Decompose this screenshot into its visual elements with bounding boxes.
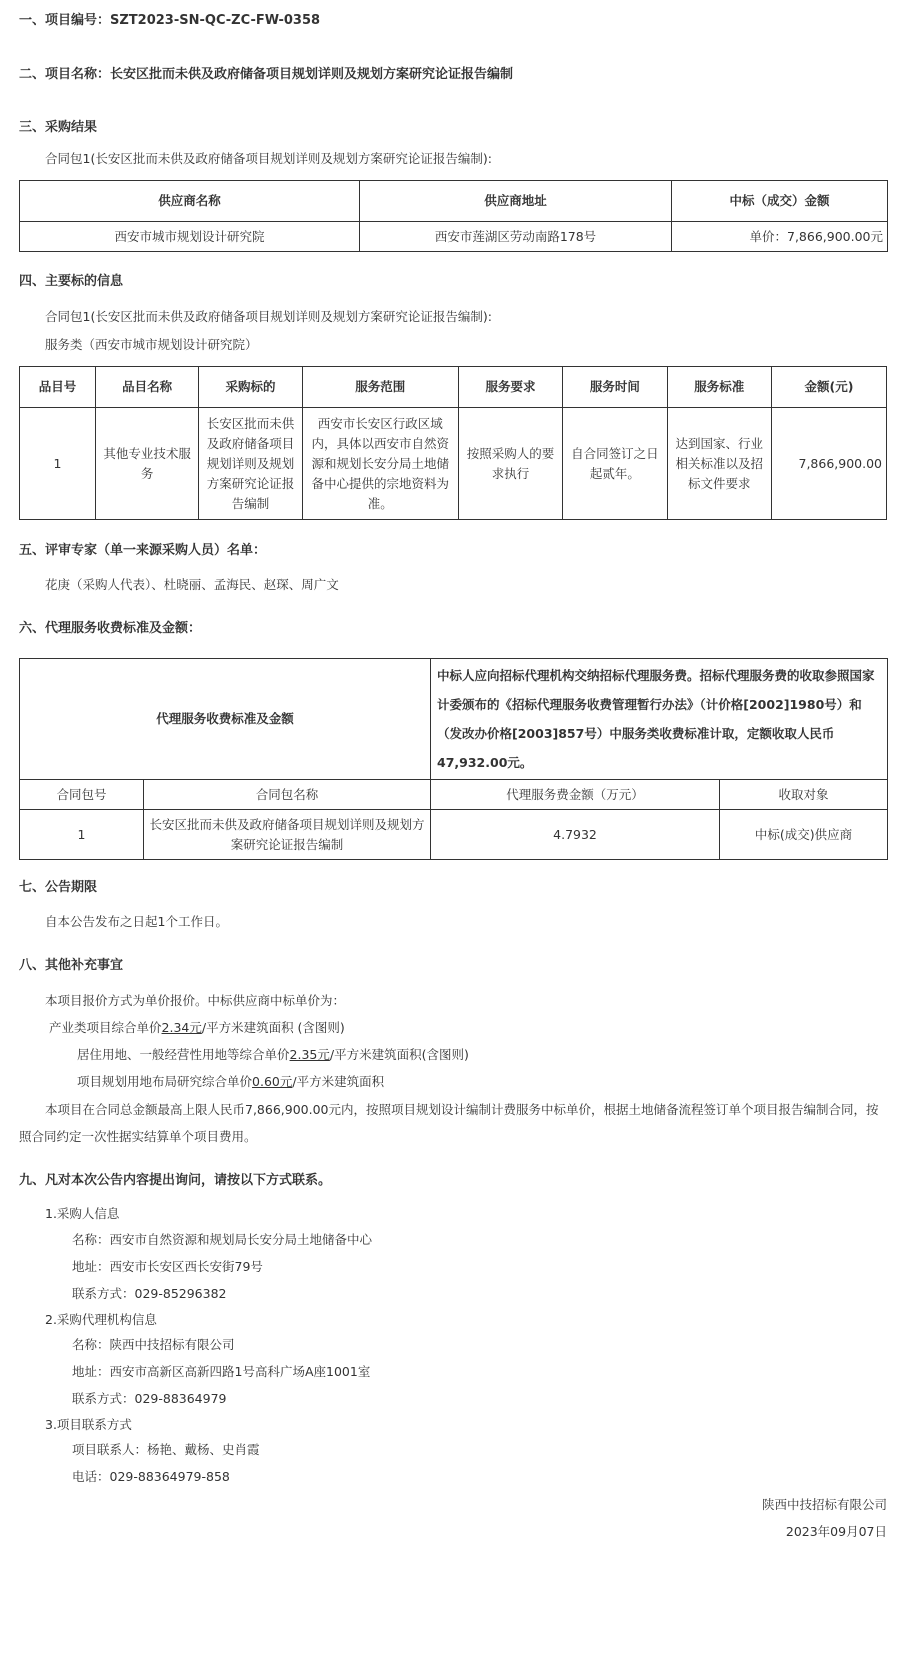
pricing-residential-label: 居住用地、一般经营性用地等综合单价 [77,1047,290,1062]
pricing-industrial [49,1019,345,1037]
subject-requirement: 按照采购人的要求执行 [458,408,562,520]
result-header-supplier: 供应商名称 [20,181,360,222]
section-notice-period: 七、公告期限 [19,880,98,895]
subject-time: 自合同签订之日起贰年。 [563,408,667,520]
subject-header-item-no: 品目号 [20,367,96,408]
agent-phone: 联系方式：029-88364979 [72,1391,227,1406]
pricing-layout-unit: /平方米建筑面积 [292,1074,385,1089]
fee-payer: 中标(成交)供应商 [720,810,888,860]
subject-package-label: 合同包1(长安区批而未供及政府储备项目规划详则及规划方案研究论证报告编制): [45,309,492,324]
footer-organization: 陕西中技招标有限公司 [761,1497,887,1512]
result-address: 西安市莲湖区劳动南路178号 [360,222,672,252]
result-header-amount: 中标（成交）金额 [672,181,888,222]
settlement-paragraph-line2: 照合同约定一次性据实结算单个项目费用。 [19,1129,257,1144]
subject-header-time: 服务时间 [563,367,667,408]
settlement-paragraph-line1: 本项目在合同总金额最高上限人民币7,866,900.00元内，按照项目规划设计编制计费服务中标单价，根据土地储备流程签订单个项目报告编制合同，按 [45,1102,879,1117]
result-header-address: 供应商地址 [360,181,672,222]
pricing-residential-price: 2.35元 [289,1047,330,1062]
subject-scope: 西安市长安区行政区域内，具体以西安市自然资源和规划长安分局土地储备中心提供的宗地资料为准。 [302,408,458,520]
agent-address: 地址：西安市高新区高新四路1号高科广场A座1001室 [72,1364,371,1379]
fee-header-package-no: 合同包号 [20,780,144,810]
subject-header-requirement: 服务要求 [458,367,562,408]
project-number [19,12,320,30]
agency-fee-table [19,658,888,860]
fee-package-name: 长安区批而未供及政府储备项目规划详则及规划方案研究论证报告编制 [144,810,431,860]
section-experts: 五、评审专家（单一来源采购人员）名单： [19,543,267,558]
project-contact-phone: 电话：029-88364979-858 [72,1469,230,1484]
section-other-matters: 八、其他补充事宜 [19,958,124,973]
pricing-residential [77,1046,469,1064]
section-contact: 九、凡对本次公告内容提出询问，请按以下方式联系。 [19,1173,332,1188]
subject-header-scope: 服务范围 [302,367,458,408]
notice-period-text: 自本公告发布之日起1个工作日。 [45,914,228,929]
fee-header-payer: 收取对象 [720,780,888,810]
buyer-name: 名称：西安市自然资源和规划局长安分局土地储备中心 [72,1232,373,1247]
subject-header-standard: 服务标准 [667,367,771,408]
fee-standard-text: 中标人应向招标代理机构交纳招标代理服务费。招标代理服务费的收取参照国家计委颁布的《招标代理服务收费管理暂行办法》（计价格[2002]1980号）和（发改办价格[2003]857号）中服务类收费标准计取，定额收取人民币47,932.00元。 [431,659,888,780]
subject-item-name: 其他专业技术服务 [95,408,198,520]
fee-header-package-name: 合同包名称 [144,780,431,810]
agent-info-title: 2.采购代理机构信息 [45,1312,157,1327]
pricing-intro: 本项目报价方式为单价报价。中标供应商中标单价为： [45,993,346,1008]
project-number-label: 一、项目编号： [19,13,111,28]
subject-amount: 7,866,900.00 [771,408,886,520]
subject-header-amount: 金额(元) [771,367,886,408]
section-main-subject: 四、主要标的信息 [19,274,124,289]
subject-header-item-name: 品目名称 [95,367,198,408]
project-contact-persons: 项目联系人：杨艳、戴杨、史肖霞 [72,1442,260,1457]
project-name-label: 二、项目名称： [19,67,111,82]
pricing-layout-study [77,1073,384,1091]
fee-package-no: 1 [20,810,144,860]
result-amount: 单价：7,866,900.00元 [672,222,888,252]
buyer-address: 地址：西安市长安区西长安街79号 [72,1259,263,1274]
pricing-industrial-price: 2.34元 [161,1020,202,1035]
project-name [19,66,513,84]
agent-name: 名称：陕西中技招标有限公司 [72,1337,235,1352]
fee-header-amount: 代理服务费金额（万元） [431,780,720,810]
result-table [19,180,888,252]
pricing-layout-label: 项目规划用地布局研究综合单价 [77,1074,253,1089]
buyer-info-title: 1.采购人信息 [45,1206,120,1221]
section-procurement-result: 三、采购结果 [19,120,98,135]
subject-table [19,366,887,520]
subject-header-target: 采购标的 [199,367,302,408]
project-contact-title: 3.项目联系方式 [45,1417,132,1432]
project-number-value: SZT2023-SN-QC-ZC-FW-0358 [110,13,321,28]
result-supplier: 西安市城市规划设计研究院 [20,222,360,252]
project-name-value: 长安区批而未供及政府储备项目规划详则及规划方案研究论证报告编制 [110,67,514,82]
subject-standard: 达到国家、行业相关标准以及招标文件要求 [667,408,771,520]
subject-target: 长安区批而未供及政府储备项目规划详则及规划方案研究论证报告编制 [199,408,302,520]
pricing-residential-unit: /平方米建筑面积(含图则) [329,1047,469,1062]
buyer-phone: 联系方式：029-85296382 [72,1286,227,1301]
pricing-layout-price: 0.60元 [252,1074,293,1089]
fee-standard-label: 代理服务收费标准及金额 [20,659,431,780]
expert-names: 花庚（采购人代表）、杜晓丽、孟海民、赵琛、周广文 [45,577,339,592]
pricing-industrial-label: 产业类项目综合单价 [49,1020,162,1035]
section-agency-fee: 六、代理服务收费标准及金额： [19,621,202,636]
footer-date: 2023年09月07日 [785,1524,887,1539]
pricing-industrial-unit: /平方米建筑面积 (含图则) [201,1020,345,1035]
result-package-label: 合同包1(长安区批而未供及政府储备项目规划详则及规划方案研究论证报告编制): [45,151,492,166]
subject-category: 服务类（西安市城市规划设计研究院） [45,337,258,352]
fee-amount: 4.7932 [431,810,720,860]
subject-item-no: 1 [20,408,96,520]
